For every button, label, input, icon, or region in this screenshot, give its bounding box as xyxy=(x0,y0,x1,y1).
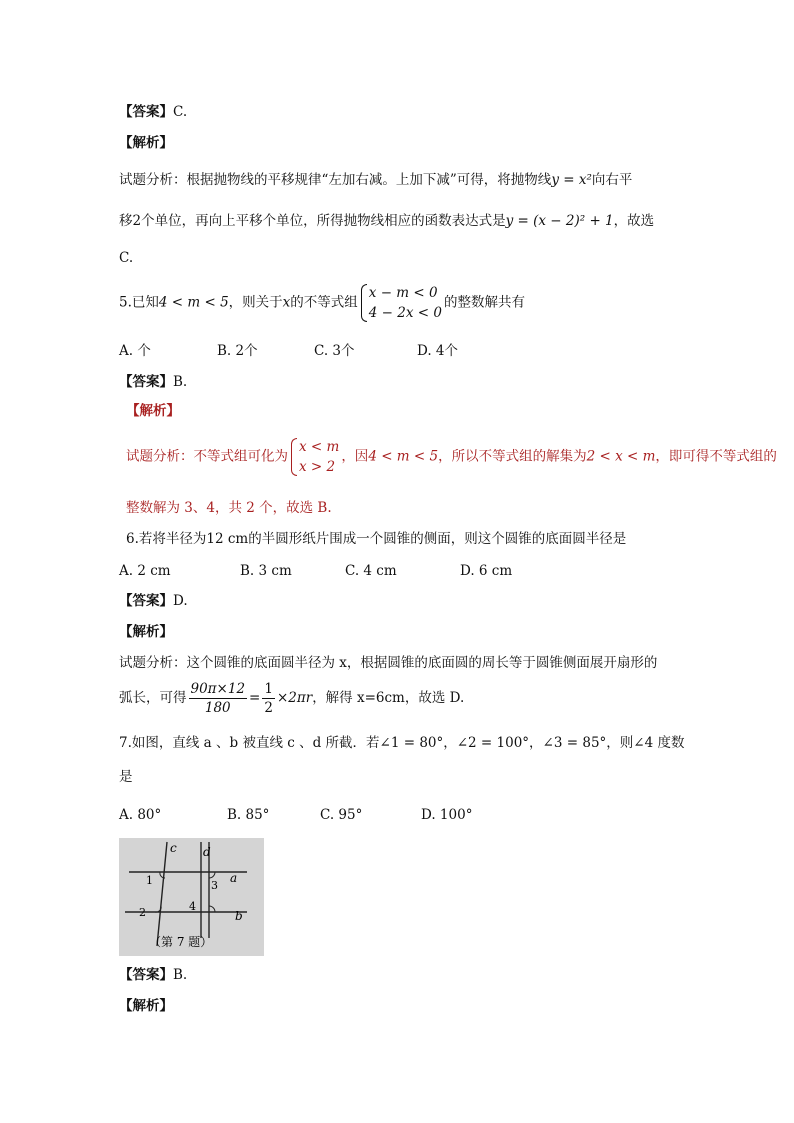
label-b: b xyxy=(235,909,243,923)
text: 试题分析：根据抛物线的平移规律“左加右减。上加下减”可得，将抛物线 xyxy=(119,172,552,188)
q7-stem-line2: 是 xyxy=(119,769,133,785)
text: 的整数解共有 xyxy=(443,294,525,311)
parallel-lines-diagram xyxy=(119,838,264,956)
answer-value: B. xyxy=(173,967,188,983)
formula: ×2πr xyxy=(276,690,313,706)
answer-value: C. xyxy=(173,104,188,120)
reduced-system xyxy=(290,437,339,477)
option-a: A. 个 xyxy=(119,343,151,359)
q6-analysis-line2 xyxy=(119,680,464,717)
inequality-system xyxy=(360,283,442,323)
answer-label: 【答案】 xyxy=(119,593,173,609)
text: 弧长，可得 xyxy=(119,690,187,706)
figure-q7 xyxy=(119,838,264,956)
line-c xyxy=(157,842,167,946)
label-a: a xyxy=(230,871,238,885)
condition: 4 < m < 5 xyxy=(368,448,439,465)
formula: y = (x − 2)² + 1 xyxy=(505,213,614,229)
text: 的不等式组 xyxy=(290,294,358,311)
label-angle-1: 1 xyxy=(146,874,153,887)
solution-set: 2 < x < m xyxy=(586,448,656,465)
q5-analysis-line1 xyxy=(126,437,777,477)
condition: 4 < m < 5 xyxy=(158,294,229,311)
numerator: 1 xyxy=(264,681,273,697)
q5-analysis-line2: 整数解为 3、4，共 2 个，故选 B. xyxy=(126,500,332,516)
q6-stem: 6.若将半径为12 cm的半圆形纸片围成一个圆锥的侧面，则这个圆锥的底面圆半径是 xyxy=(126,531,627,547)
fraction xyxy=(262,680,275,717)
option-d: D. 4个 xyxy=(417,343,459,359)
text: ，所以不等式组的解集为 xyxy=(438,448,587,465)
label-angle-4: 4 xyxy=(189,900,196,913)
system-line: x > 2 xyxy=(299,459,336,475)
option-a: A. 80° xyxy=(119,807,162,823)
q5-stem xyxy=(119,283,525,323)
q4-analysis-line2 xyxy=(119,211,654,231)
answer-value: B. xyxy=(173,374,188,390)
option-b: B. 3 cm xyxy=(240,563,292,579)
figure-caption: （第 7 题） xyxy=(149,935,213,949)
label-angle-3: 3 xyxy=(211,879,218,892)
formula: y = x² xyxy=(551,172,592,188)
text: 试题分析：不等式组可化为 xyxy=(126,448,288,465)
q7-analysis-label: 【解析】 xyxy=(119,998,173,1014)
q5-answer xyxy=(119,372,187,392)
text: ，解得 x=6cm，故选 D. xyxy=(312,690,465,706)
text: 向右平 xyxy=(591,172,633,188)
option-d: D. 6 cm xyxy=(460,563,513,579)
q7-stem-line1: 7.如图，直线 a 、b 被直线 c 、d 所截．若∠1 = 80°，∠2 = 100°，∠3 = 85°，则∠4 度数 xyxy=(119,735,685,751)
answer-label: 【答案】 xyxy=(119,967,173,983)
option-a: A. 2 cm xyxy=(119,563,171,579)
label-d: d xyxy=(203,845,211,859)
q5-analysis-label: 【解析】 xyxy=(126,403,180,419)
denominator: 2 xyxy=(264,700,273,716)
option-c: C. 4 cm xyxy=(345,563,397,579)
system-line: 4 − 2x < 0 xyxy=(368,305,442,321)
denominator: 180 xyxy=(204,700,231,716)
q4-answer xyxy=(119,102,187,122)
label-c: c xyxy=(170,841,177,855)
text: 移2个单位，再向上平移个单位，所得抛物线相应的函数表达式是 xyxy=(119,213,506,229)
q6-analysis-label: 【解析】 xyxy=(119,624,173,640)
fraction xyxy=(189,680,248,717)
option-c: C. 3个 xyxy=(314,343,355,359)
q7-answer xyxy=(119,965,187,985)
text: ，故选 xyxy=(613,213,655,229)
angle-4-arc xyxy=(209,906,215,912)
answer-label: 【答案】 xyxy=(119,374,173,390)
text: ，则关于 xyxy=(228,294,283,311)
q4-analysis-label: 【解析】 xyxy=(119,135,173,151)
system-line: x < m xyxy=(299,439,340,455)
q4-analysis-line3: C. xyxy=(119,250,134,266)
option-d: D. 100° xyxy=(421,807,473,823)
answer-label: 【答案】 xyxy=(119,104,173,120)
text: ，因 xyxy=(341,448,369,465)
option-b: B. 85° xyxy=(227,807,270,823)
q6-answer xyxy=(119,591,188,611)
option-c: C. 95° xyxy=(320,807,363,823)
q4-analysis-line1 xyxy=(119,170,632,190)
text: ，即可得不等式组的 xyxy=(655,448,777,465)
equals-sign: = xyxy=(249,690,261,706)
label-angle-2: 2 xyxy=(139,906,146,919)
q6-analysis-line1: 试题分析：这个圆锥的底面圆半径为 x，根据圆锥的底面圆的周长等于圆锥侧面展开扇形的 xyxy=(119,655,658,671)
answer-value: D. xyxy=(173,593,188,609)
text: 5.已知 xyxy=(119,294,159,311)
numerator: 90π×12 xyxy=(190,681,246,697)
angle-3-arc xyxy=(209,872,215,878)
variable: x xyxy=(282,294,291,311)
option-b: B. 2个 xyxy=(217,343,258,359)
system-line: x − m < 0 xyxy=(368,285,438,301)
